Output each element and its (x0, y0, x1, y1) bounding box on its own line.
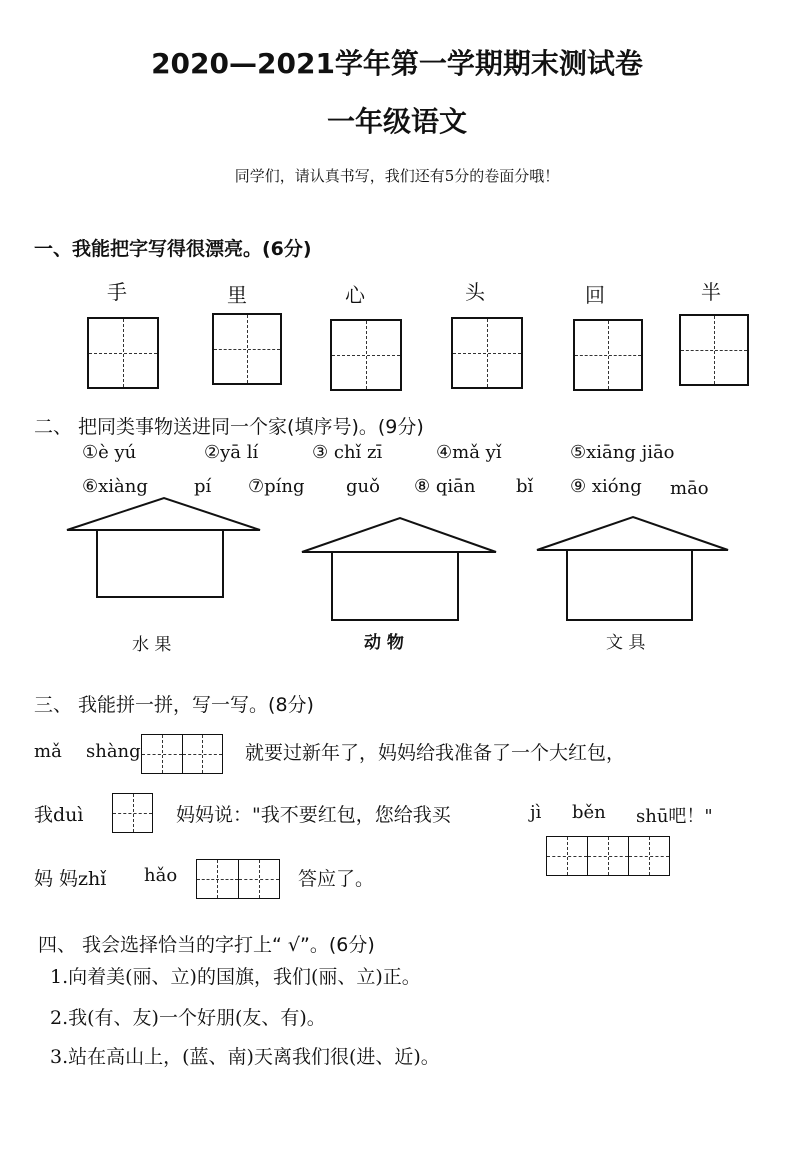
pinyin-item-6: ⑥xiàng (82, 476, 148, 497)
pinyin-item-7: ⑦píng (248, 476, 305, 497)
pinyin-item-8b: bǐ (516, 476, 534, 497)
pinyin-item-5: ⑤xiāng jiāo (570, 442, 675, 463)
writing-grid-2[interactable] (212, 313, 282, 385)
s4-item-1[interactable]: 1.向着美(丽、立)的国旗，我们(丽、立)正。 (50, 966, 421, 988)
writing-grid-5[interactable] (573, 319, 643, 391)
writing-grid-6[interactable] (679, 314, 749, 386)
answer-grid-zhihao[interactable] (196, 859, 280, 899)
s3-line1-text: 就要过新年了，妈妈给我准备了一个大红包， (245, 742, 626, 764)
houses-diagram (0, 490, 794, 640)
house-fruit[interactable] (67, 498, 260, 597)
section2-heading: 二、 把同类事物送进同一个家(填序号)。(9分) (34, 416, 424, 438)
house-label-stationery: 文 具 (606, 633, 646, 653)
section3-heading: 三、 我能拼一拼，写一写。(8分) (34, 694, 314, 716)
s3-pinyin-hao: hǎo (144, 865, 178, 886)
s3-line2-text: 妈妈说："我不要红包，您给我买 (176, 804, 451, 826)
house-label-fruit: 水 果 (132, 635, 172, 655)
char-2: 里 (227, 283, 247, 307)
pinyin-item-4: ④mǎ yǐ (436, 442, 502, 463)
answer-grid-mashang[interactable] (141, 734, 223, 774)
char-1: 手 (107, 280, 127, 304)
house-stationery[interactable] (537, 517, 728, 620)
s3-pinyin-shang: shàng (86, 741, 141, 762)
page-subtitle: 一年级语文 (326, 105, 467, 138)
s3-line3-text: 答应了。 (298, 868, 375, 890)
pinyin-item-6b: pí (194, 476, 212, 497)
char-4: 头 (465, 280, 485, 304)
s3-pinyin-shu: shū吧！" (636, 806, 713, 827)
s4-item-3[interactable]: 3.站在高山上，(蓝、南)天离我们很(进、近)。 (50, 1046, 440, 1068)
pinyin-item-9b: māo (670, 478, 709, 499)
s3-pinyin-ma: mǎ (34, 741, 62, 762)
pinyin-item-7b: guǒ (346, 476, 380, 497)
answer-grid-jibenshu[interactable] (546, 836, 670, 876)
instruction-note: 同学们，请认真书写，我们还有5分的卷面分哦！ (234, 167, 560, 185)
char-6: 半 (701, 280, 721, 304)
writing-grid-4[interactable] (451, 317, 523, 389)
char-5: 回 (585, 283, 605, 307)
pinyin-item-8: ⑧ qiān (414, 476, 476, 497)
pinyin-item-3: ③ chǐ zī (312, 442, 383, 463)
section1-heading: 一、我能把字写得很漂亮。(6分) (34, 238, 312, 260)
house-animal[interactable] (302, 518, 496, 620)
pinyin-item-1: ①è yú (82, 442, 137, 463)
s3-pinyin-ben: běn (572, 802, 606, 823)
page-title: 2020—2021学年第一学期期末测试卷 (151, 47, 643, 80)
pinyin-item-2: ②yā lí (204, 442, 259, 463)
answer-grid-dui[interactable] (112, 793, 153, 833)
char-3: 心 (345, 283, 365, 307)
house-label-animal: 动 物 (364, 633, 404, 653)
writing-grid-3[interactable] (330, 319, 402, 391)
s4-item-2[interactable]: 2.我(有、友)一个好朋(友、有)。 (50, 1007, 326, 1029)
section4-heading: 四、 我会选择恰当的字打上“ √”。(6分) (38, 934, 375, 956)
s3-line2-prefix: 我duì (34, 804, 84, 826)
s3-pinyin-ji: jì (530, 802, 542, 823)
pinyin-item-9: ⑨ xióng (570, 476, 642, 497)
s3-line3-prefix: 妈 妈zhǐ (34, 868, 107, 890)
writing-grid-1[interactable] (87, 317, 159, 389)
